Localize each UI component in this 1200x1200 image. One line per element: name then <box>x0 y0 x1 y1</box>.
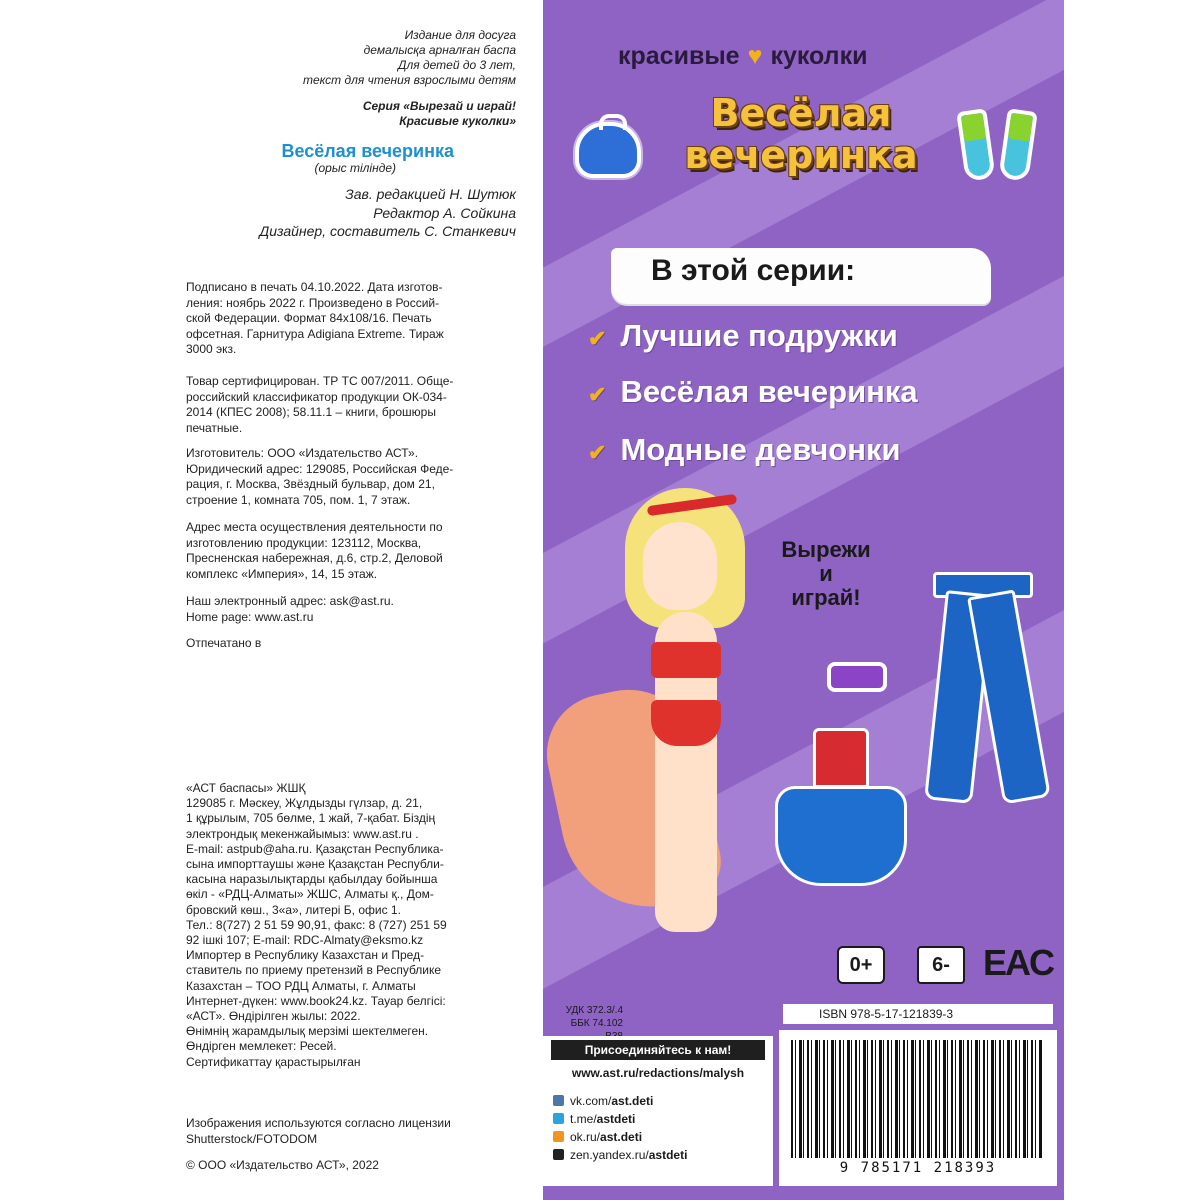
cut-play-line: и <box>819 561 833 586</box>
kazakh-line: 129085 г. Мәскеу, Жұлдызды гүлзар, д. 21, <box>186 796 423 811</box>
kazakh-line: сына импорттаушы және Қазақстан Республи- <box>186 857 444 872</box>
manufacturer <box>186 446 506 508</box>
license-line: Shutterstock/FOTODOM <box>186 1131 318 1146</box>
social-link-telegram[interactable]: t.me/astdeti <box>553 1112 635 1126</box>
doll-face <box>643 522 717 610</box>
ok-icon <box>553 1131 564 1142</box>
kazakh-line: касына наразылықтарды қабылдау бойынша <box>186 872 438 887</box>
certification <box>186 374 506 436</box>
series-line: Серия «Вырезай и играй! <box>362 99 516 113</box>
heart-icon: ♥ <box>747 42 763 70</box>
dress-top <box>813 728 869 788</box>
kazakh-line: «АСТ». Өндірілген жылы: 2022. <box>186 1009 361 1024</box>
check-icon: ✔ <box>588 382 607 407</box>
kazakh-line: электрондық мекенжайымыз: www.ast.ru . <box>186 826 419 841</box>
kazakh-line: 92 ішкі 107; E-mail: RDC-Almaty@eksmo.kz <box>186 933 424 948</box>
certification-line: Товар сертифицирован. ТР ТС 007/2011. Обще- <box>186 374 454 388</box>
certification-line: печатные. <box>186 420 243 435</box>
vk-icon <box>553 1095 564 1106</box>
kazakh-line: бровский көш., 3«а», литері Б, офис 1. <box>186 902 401 917</box>
shoe-right <box>998 108 1037 181</box>
kazakh-line: Импортер в Республику Казахстан и Пред- <box>186 948 425 963</box>
isbn: ISBN 978-5-17-121839-3 <box>783 1004 1053 1024</box>
brand-row <box>618 42 1018 71</box>
contact-line: Home page: www.ast.ru <box>186 609 314 624</box>
print-info-line: офсетная. Гарнитура Adigiana Extreme. Тираж <box>186 326 444 341</box>
kazakh-line: Тел.: 8(727) 2 51 59 90,91, факс: 8 (727) 251 59 <box>186 917 447 932</box>
barcode-number: 9 785171 218393 <box>839 1160 997 1176</box>
series-item <box>588 432 901 468</box>
series-item <box>588 374 918 410</box>
audience-line: Для детей до 3 лет, <box>398 58 516 72</box>
production-address-line: Адрес места осуществления деятельности по <box>186 520 443 534</box>
kazakh-line: Сертификаттау қарастырылған <box>186 1054 361 1069</box>
sequin-purse-sticker <box>575 122 641 178</box>
production-address-line: Пресненская набережная, д.6, стр.2, Деловой <box>186 551 443 565</box>
copyright-line: © ООО «Издательство АСТ», 2022 <box>186 1158 379 1172</box>
credit-line: Редактор А. Сойкина <box>373 204 516 221</box>
udk-line: ББК 74.102 <box>570 1018 623 1029</box>
kazakh-line: Өнімнің жарамдылық мерзімі шектелмеген. <box>186 1024 429 1039</box>
brand-left: красивые <box>618 42 740 70</box>
manufacturer-line: строение 1, комната 705, пом. 1, 7 этаж. <box>186 492 411 507</box>
certification-line: 2014 (КПЕС 2008); 58.11.1 – книги, брошюры <box>186 405 436 419</box>
credit-line: Дизайнер, составитель С. Станкевич <box>259 223 516 239</box>
clutch-cutout <box>827 662 887 692</box>
audience-line: Издание для досуга <box>404 28 516 42</box>
kazakh-line: Интернет-дүкен: www.book24.kz. Тауар белгісі: <box>186 993 446 1008</box>
print-info <box>186 280 506 358</box>
kazakh-line: Өндірген мемлекет: Ресей. <box>186 1039 337 1054</box>
title-line-1: Весёлая <box>710 91 892 135</box>
cut-play-line: играй! <box>791 585 861 610</box>
series-line: Красивые куколки» <box>399 114 516 128</box>
kazakh-line: 1 құрылым, 705 бөлме, 1 жай, 7-қабат. Біздің <box>186 811 436 826</box>
age-rating-badge: 6- <box>917 946 965 984</box>
audience-line: демалысқа арналған баспа <box>363 43 516 57</box>
production-address-line: изготовлению продукции: 123112, Москва, <box>186 535 422 550</box>
cut-play-line: Вырежи <box>781 537 871 562</box>
shoe-left <box>956 108 995 181</box>
series-item-label: Модные девчонки <box>620 432 901 467</box>
kazakh-line: өкіл - «РДЦ-Алматы» ЖШС, Алматы қ., Дом- <box>186 887 434 902</box>
join-url[interactable]: www.ast.ru/redactions/malysh <box>571 1066 745 1080</box>
cut-and-play-label <box>761 538 891 610</box>
doll-swimsuit-bottom <box>651 700 721 746</box>
eac-mark: EAC <box>983 942 1054 983</box>
license <box>186 1116 506 1147</box>
cover-title <box>661 92 941 176</box>
social-link-ok[interactable]: ok.ru/ast.deti <box>553 1130 642 1144</box>
kazakh-line: E-mail: astpub@aha.ru. Қазақстан Республика- <box>186 841 444 856</box>
book-title: Весёлая вечеринка <box>281 141 454 161</box>
kazakh-line: Казахстан – ТОО РДЦ Алматы, г. Алматы <box>186 978 416 993</box>
print-info-line: Подписано в печать 04.10.2022. Дата изготов- <box>186 280 443 294</box>
language-note: (орыс тілінде) <box>314 161 396 175</box>
contact-line: Наш электронный адрес: ask@ast.ru. <box>186 594 394 608</box>
barcode <box>791 1040 1043 1158</box>
manufacturer-line: Юридический адрес: 129085, Российская Феде- <box>186 461 454 476</box>
series-item-label: Лучшие подружки <box>620 318 898 353</box>
contacts <box>186 594 506 625</box>
license-line: Изображения используются согласно лицензии <box>186 1116 451 1130</box>
social-link-zen[interactable]: zen.yandex.ru/astdeti <box>553 1148 687 1162</box>
check-icon: ✔ <box>588 326 607 351</box>
printed-in-line: Отпечатано в <box>186 636 262 650</box>
credit-line: Зав. редакцией Н. Шутюк <box>345 186 516 202</box>
join-heading: Присоединяйтесь к нам! <box>551 1040 765 1060</box>
print-info-line: 3000 экз. <box>186 342 237 356</box>
printed-in <box>186 636 506 652</box>
print-info-line: ления: ноябрь 2022 г. Произведено в Россий- <box>186 295 440 310</box>
series-item-label: Весёлая вечеринка <box>620 374 918 409</box>
imprint-header <box>186 28 516 241</box>
certification-line: российский классификатор продукции ОК-034- <box>186 389 447 404</box>
series-item <box>588 318 898 354</box>
zen-icon <box>553 1149 564 1160</box>
udk-line: УДК 372.3/.4 <box>565 1005 623 1016</box>
check-icon: ✔ <box>588 440 607 465</box>
kazakh-line: «АСТ баспасы» ЖШҚ <box>186 781 306 795</box>
age-rating-badge: 0+ <box>837 946 885 984</box>
audience-line: текст для чтения взрослыми детям <box>302 73 516 87</box>
kazakh-block <box>186 781 506 1070</box>
telegram-icon <box>553 1113 564 1124</box>
back-cover <box>543 0 1064 1200</box>
print-info-line: ской Федерации. Формат 84x108/16. Печать <box>186 311 432 325</box>
production-address <box>186 520 506 582</box>
title-line-2: вечеринка <box>684 133 918 177</box>
brand-right: куколки <box>770 42 868 70</box>
manufacturer-line: Изготовитель: ООО «Издательство АСТ». <box>186 446 419 460</box>
production-address-line: комплекс «Империя», 14, 15 этаж. <box>186 566 378 581</box>
social-link-vk[interactable]: vk.com/ast.deti <box>553 1094 653 1108</box>
doll-swimsuit-top <box>651 642 721 678</box>
series-banner: В этой серии: <box>651 254 856 287</box>
jeans-cutout <box>923 572 1043 804</box>
kazakh-line: ставитель по приему претензий в Республике <box>186 963 442 978</box>
manufacturer-line: рация, г. Москва, Звёздный бульвар, дом 21, <box>186 477 435 491</box>
dress-skirt <box>775 786 907 886</box>
copyright <box>186 1158 506 1174</box>
sneakers-sticker <box>961 110 1041 188</box>
